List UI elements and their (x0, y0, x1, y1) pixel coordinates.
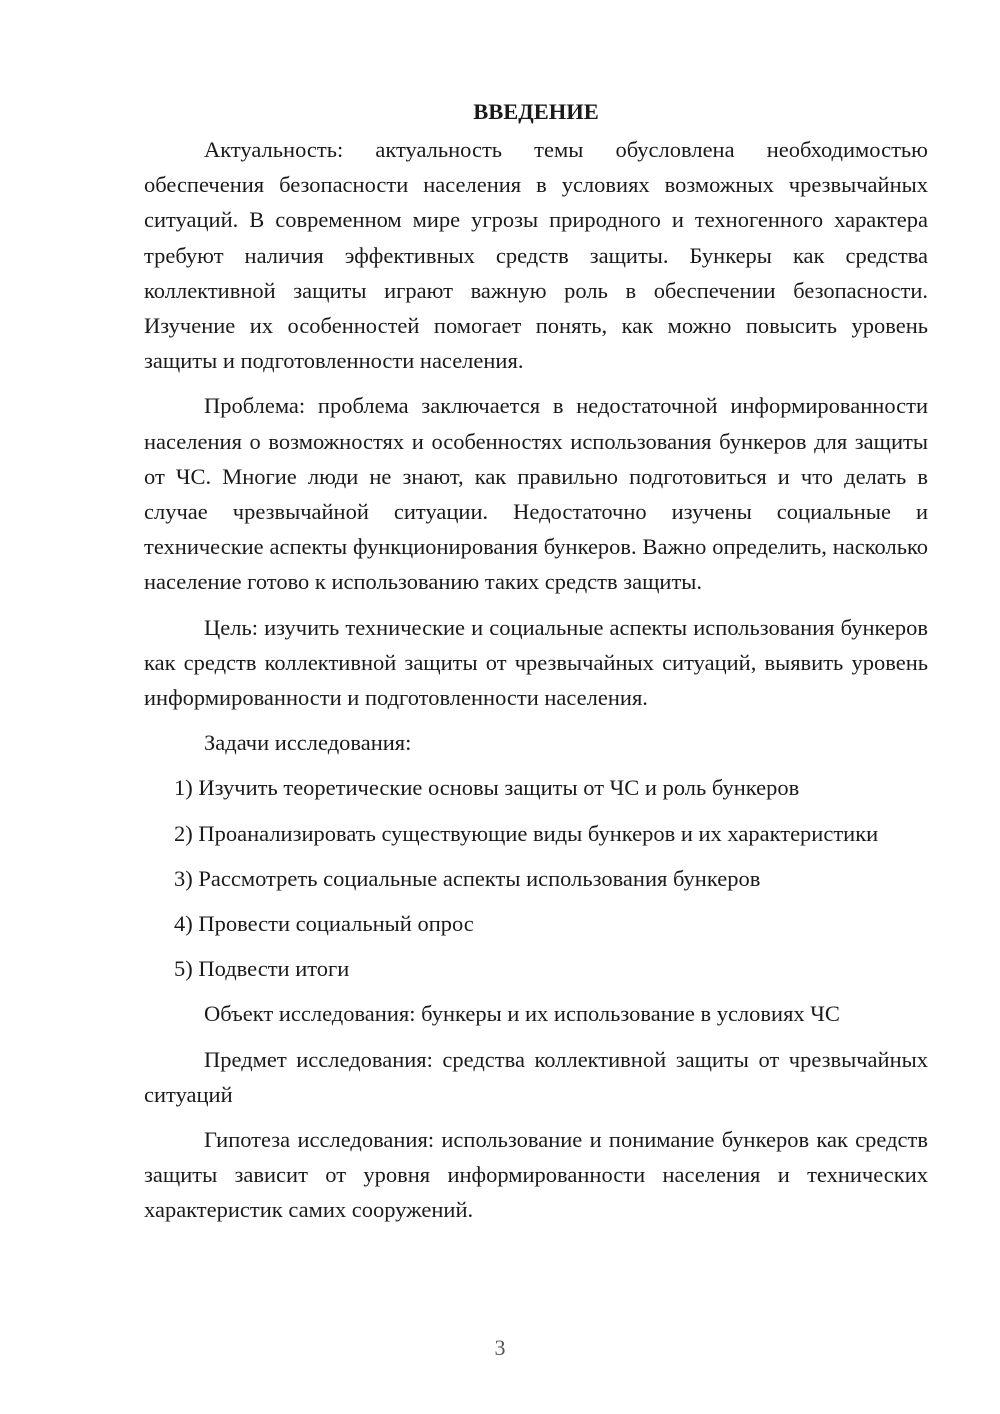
task-item-2: 2) Проанализировать существующие виды бункеров и их характеристики (174, 820, 879, 846)
section-title: ВВЕДЕНИЕ (473, 99, 599, 124)
page-number: 3 (494, 1335, 506, 1360)
goal-paragraph: Цель: изучить технические и социальные аспекты использования бункеров как средств коллективной защиты от чрезвычайных ситуаций, выявить уровень информированности и подготовленности населения. (144, 614, 928, 711)
task-item-5: 5) Подвести итоги (174, 956, 350, 982)
task-item-1: 1) Изучить теоретические основы защиты от ЧС и роль бункеров (174, 775, 800, 801)
task-item-3: 3) Рассмотреть социальные аспекты использования бункеров (174, 865, 761, 891)
task-item-4: 4) Провести социальный опрос (174, 911, 474, 937)
tasks-heading: Задачи исследования: (204, 730, 412, 756)
page-content (144, 94, 928, 1238)
hypothesis-paragraph: Гипотеза исследования: использование и понимание бункеров как средств защиты зависит от уровня информированности населения и технических характеристик самих сооружений. (144, 1127, 928, 1223)
relevance-paragraph: Актуальность: актуальность темы обусловлена необходимостью обеспечения безопасности населения в условиях возможных чрезвычайных ситуаций. В современном мире угрозы природного и техногенного характера требуют наличия эффективных средств защиты. Бункеры как средства коллективной защиты играют важную роль в обеспечении безопасности. Изучение их особенностей помогает понять, как можно повысить уровень защиты и подготовленности населения. (144, 137, 928, 374)
subject-paragraph: Предмет исследования: средства коллективной защиты от чрезвычайных ситуаций (144, 1046, 928, 1107)
problem-paragraph: Проблема: проблема заключается в недостаточной информированности населения о возможностях и особенностях использования бункеров для защиты от ЧС. Многие люди не знают, как правильно подготовиться и что делать в случае чрезвычайной ситуации. Недостаточно изучены социальные и технические аспекты функционирования бункеров. Важно определить, насколько население готово к использованию таких средств защиты. (144, 393, 928, 595)
object-paragraph: Объект исследования: бункеры и их использование в условиях ЧС (204, 1001, 840, 1027)
